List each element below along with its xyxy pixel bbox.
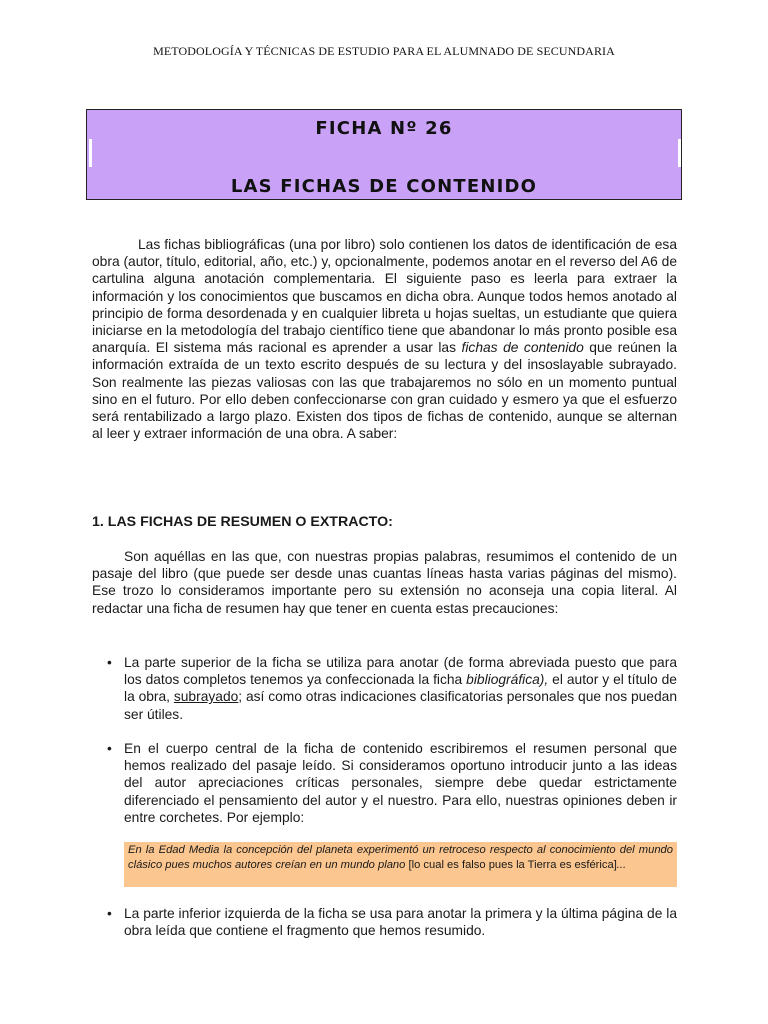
quote-text: En la Edad Media la concepción del planeta experimentó un retroceso respecto al conocimiento del mundo clásico pues muchos autores creían en un mundo plano (128, 844, 673, 871)
section-heading: 1. LAS FICHAS DE RESUMEN O EXTRACTO: (92, 514, 393, 530)
bullet-1-text-1: La parte superior de la ficha se utiliza para anotar (de forma abreviada puesto que para los datos completos tenemos ya confeccionada la ficha (124, 655, 677, 688)
bullet-1-text-2: el autor y el título de la obra, (124, 672, 677, 705)
bullet-1-emphasis: bibliográfica), (466, 672, 549, 688)
bullet-marker: • (107, 906, 112, 921)
intro-paragraph (92, 236, 677, 442)
sheet-title: LAS FICHAS DE CONTENIDO (230, 176, 538, 197)
running-header: METODOLOGÍA Y TÉCNICAS DE ESTUDIO PARA EL ALUMNADO DE SECUNDARIA (153, 44, 615, 58)
bullet-1-text-3: ; así como otras indicaciones clasificatorias personales que nos puedan ser útiles. (124, 689, 677, 722)
quote-ellipsis: ... (616, 858, 627, 871)
intro-emphasis: fichas de contenido (461, 340, 584, 356)
example-quote (124, 842, 677, 887)
list-item (107, 654, 677, 723)
bullet-marker: • (107, 741, 112, 756)
bullet-marker: • (107, 655, 112, 670)
quote-bracket-comment: [lo cual es falso pues la Tierra es esférica] (408, 858, 617, 871)
list-item (107, 905, 677, 939)
intro-text-1: Las fichas bibliográficas (una por libro) solo contienen los datos de identificación de esa obra (autor, título, editorial, año, etc.) y, opcionalmente, podemos anotar en el reverso del A6 de cartulina alguna anotación complementaria. El siguiente paso es leerla para extraer la información y los conocimientos que buscamos en dicha obra. Aunque todos hemos anotado al principio de forma desordenada y en cualquier libreta u hojas sueltas, un estudiante que quiera iniciarse en la metodología del trabajo científico tiene que abandonar lo más pronto posible esa anarquía. El sistema más racional es aprender a usar las (92, 237, 677, 356)
bullet-1-underlined: subrayado (173, 689, 239, 705)
sheet-number: FICHA Nº 26 (315, 118, 453, 139)
title-box-left-mark (89, 139, 92, 167)
intro-text-2: que reúnen la información extraída de un texto escrito después de su lectura y del insoslayable subrayado. Son realmente las piezas valiosas con las que trabajaremos no sólo en un momento puntual sino en el futuro. Por ello deben confeccionarse con gran cuidado y esmero ya que el esfuerzo será rentabilizado a largo plazo. Existen dos tipos de fichas de contenido, aunque se alternan al leer y extraer información de una obra. A saber: (92, 340, 678, 442)
title-box (86, 109, 682, 200)
list-item (107, 740, 677, 826)
title-box-right-mark (678, 139, 681, 167)
section-paragraph: Son aquéllas en las que, con nuestras propias palabras, resumimos el contenido de un pasaje del libro (que puede ser desde unas cuantas líneas hasta varias páginas del mismo). Ese trozo lo consideramos importante pero su extensión no aconseja una copia literal. Al redactar una ficha de resumen hay que tener en cuenta estas precauciones: (92, 549, 677, 616)
bullet-2-text: En el cuerpo central de la ficha de contenido escribiremos el resumen personal que hemos realizado del pasaje leído. Si consideramos oportuno introducir junto a las ideas del autor apreciaciones críticas personales, siempre debe quedar estrictamente diferenciado el pensamiento del autor y el nuestro. Para ello, nuestras opiniones deben ir entre corchetes. Por ejemplo: (124, 741, 677, 825)
bullet-3-text: La parte inferior izquierda de la ficha se usa para anotar la primera y la última página de la obra leída que contiene el fragmento que hemos resumido. (124, 906, 677, 939)
